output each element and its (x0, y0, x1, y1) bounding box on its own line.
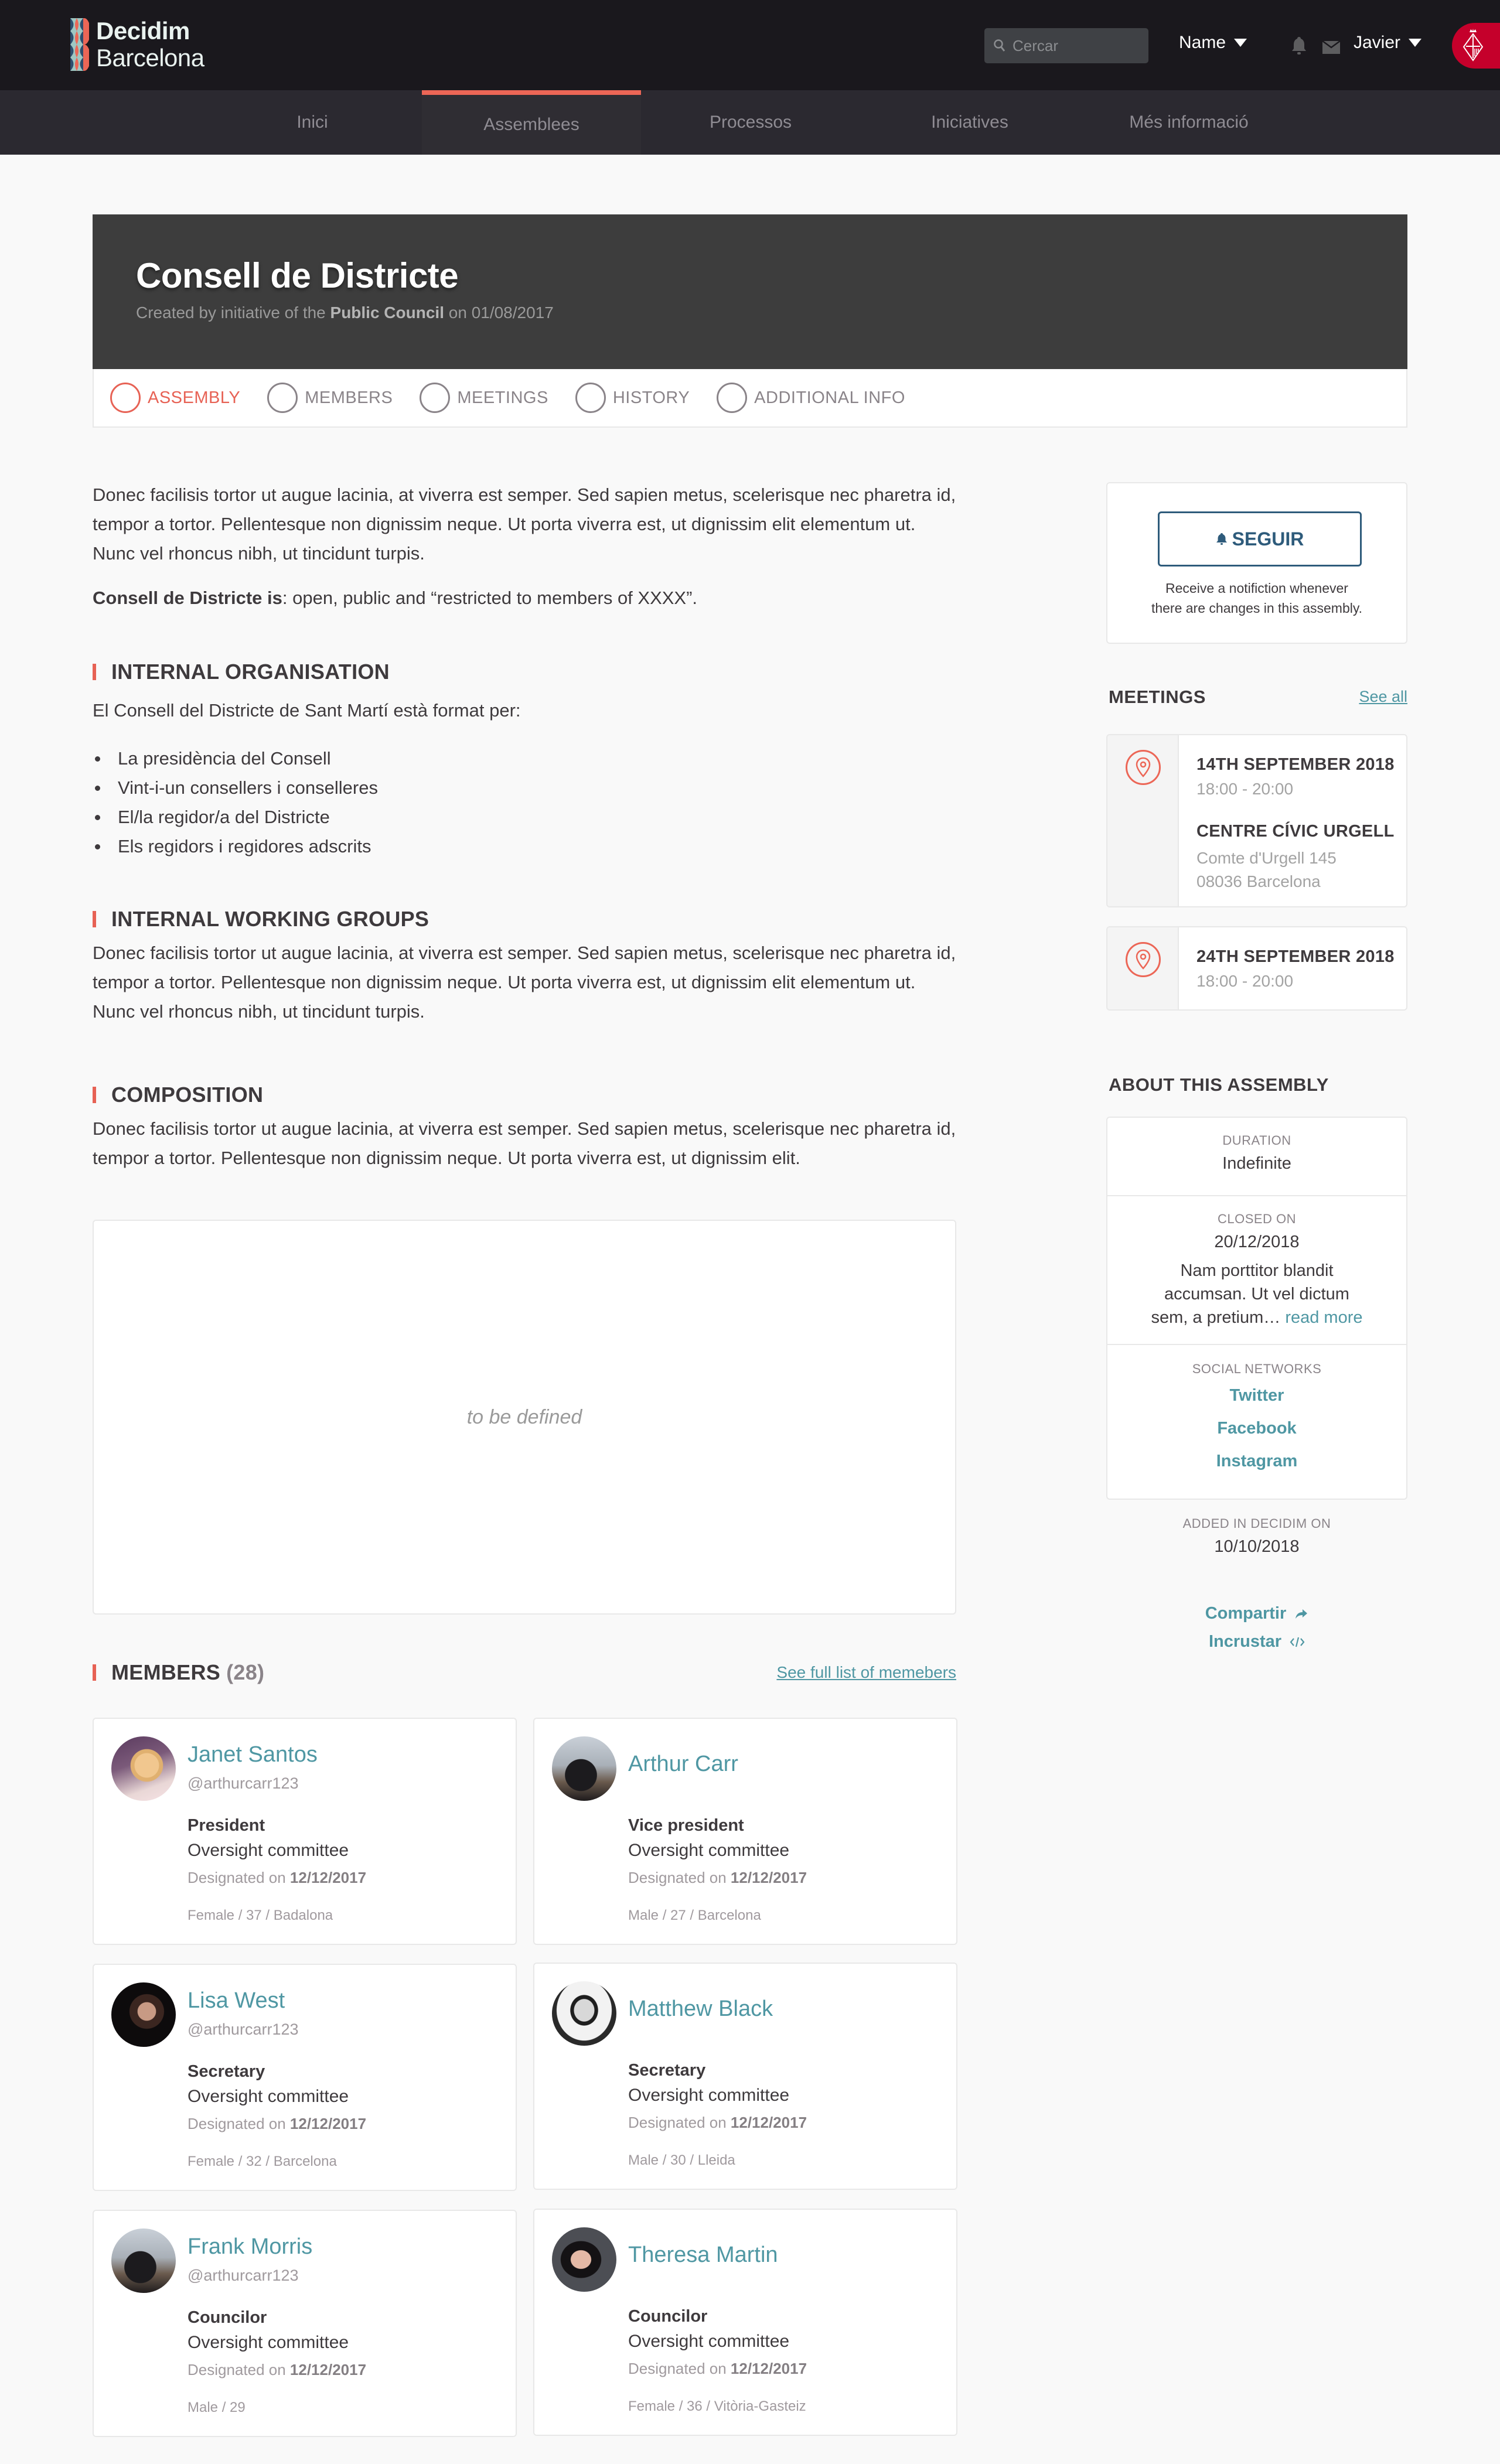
member-nickname: @arthurcarr123 (188, 2021, 299, 2038)
working-groups-text: Donec facilisis tortor ut augue lacinia, at viverra est semper. Sed sapien metus, scelerisque nec pharetra id, tempor a tortor. Pellentesque non dignissim neque. Ut porta viverra est, ut dignissim elit elementum ut. Nunc vel rhoncus nibh, ut tincidunt turpis. (93, 943, 956, 1022)
bell-icon (1216, 533, 1228, 545)
decidim-barcelona-logo[interactable] (70, 18, 204, 71)
designated-date: 12/12/2017 (730, 2360, 807, 2377)
avatar (552, 1981, 616, 2046)
member-name[interactable]: Janet Santos (188, 1742, 318, 1767)
meeting-time: 18:00 - 20:00 (1196, 780, 1294, 798)
social-links (1107, 1379, 1406, 1477)
embed-button[interactable] (1209, 1632, 1305, 1651)
avatar (552, 2227, 616, 2292)
closed-value: 20/12/2018 (1214, 1233, 1300, 1251)
hero-subtitle (136, 303, 554, 322)
added-label: ADDED IN DECIDIM ON (1182, 1516, 1331, 1531)
logo-line-1: Decidim (96, 17, 190, 45)
code-icon (1290, 1636, 1305, 1648)
social-label: SOCIAL NETWORKS (1192, 1361, 1322, 1376)
closed-description-line: accumsan. Ut vel dictum (1164, 1285, 1349, 1303)
designated-date: 12/12/2017 (730, 2114, 807, 2131)
section-composition (93, 1083, 263, 1107)
section-accent-bar (93, 1664, 96, 1681)
member-committee: Oversight committee (628, 2332, 790, 2351)
closed-description-line: sem, a pretium… (1151, 1308, 1286, 1327)
user-dropdown[interactable] (1354, 33, 1421, 53)
tab-circle-icon (267, 383, 298, 413)
member-designated (628, 2360, 807, 2378)
section-internal-organisation (93, 660, 390, 684)
member-role: President (188, 1816, 265, 1835)
meeting-address-line: Comte d'Urgell 145 (1196, 849, 1337, 867)
tab-circle-icon (717, 383, 747, 413)
organisation-list (93, 744, 378, 861)
member-card[interactable] (93, 1964, 517, 2191)
list-item: Vint-i-un consellers i conselleres (93, 773, 378, 803)
meetings-header (1106, 687, 1407, 716)
member-name[interactable]: Matthew Black (628, 1997, 773, 2021)
placeholder-text: to be defined (466, 1405, 582, 1428)
about-duration (1107, 1118, 1406, 1196)
member-designated (188, 1869, 366, 1887)
top-header (0, 0, 1500, 90)
logo-line-2: Barcelona (96, 44, 204, 71)
tab-label: MEMBERS (305, 388, 393, 407)
member-card[interactable] (533, 1963, 957, 2190)
member-role: Councilor (188, 2308, 267, 2327)
member-designated (628, 1869, 807, 1887)
nav-item-processos[interactable]: Processos (709, 112, 792, 132)
tab-circle-icon (110, 383, 141, 413)
about-social (1107, 1345, 1406, 1499)
avatar (552, 1736, 616, 1801)
member-demographics: Female / 37 / Badalona (188, 1907, 333, 1923)
share-action (1106, 1604, 1407, 1623)
assembly-tabs (93, 369, 1407, 428)
mail-icon[interactable] (1322, 41, 1340, 54)
section-accent-bar (93, 911, 96, 927)
member-committee: Oversight committee (188, 2333, 349, 2352)
designated-date: 12/12/2017 (730, 1869, 807, 1886)
designated-prefix: Designated on (628, 1869, 731, 1886)
duration-value: Indefinite (1222, 1154, 1291, 1173)
member-committee: Oversight committee (188, 1841, 349, 1860)
member-designated (628, 2114, 807, 2132)
avatar (111, 1736, 176, 1801)
bell-icon[interactable] (1291, 36, 1307, 55)
member-card[interactable] (93, 2210, 517, 2437)
list-item: La presidència del Consell (93, 744, 378, 773)
member-role: Vice president (628, 1816, 744, 1835)
read-more-link[interactable]: read more (1285, 1308, 1363, 1327)
about-title: ABOUT THIS ASSEMBLY (1109, 1074, 1329, 1095)
intro-text: Donec facilisis tortor ut augue lacinia, at viverra est semper. Sed sapien metus, scelerisque nec pharetra id, tempor a tortor. Pellentesque non dignissim neque. Ut porta viverra est, ut dignissim elit elementum ut. Nunc vel rhoncus nibh, ut tincidunt turpis. (93, 484, 956, 564)
location-pin-icon (1125, 749, 1161, 786)
location-pin-icon (1125, 941, 1161, 978)
embed-action (1106, 1632, 1407, 1651)
member-committee: Oversight committee (628, 1841, 790, 1860)
member-demographics: Male / 29 (188, 2400, 246, 2415)
search-icon (994, 39, 1005, 52)
tab-circle-icon (575, 383, 606, 413)
member-role: Councilor (628, 2307, 708, 2326)
duration-label: DURATION (1222, 1133, 1291, 1148)
meetings-title: MEETINGS (1109, 687, 1206, 707)
section-title: INTERNAL ORGANISATION (111, 660, 390, 684)
tab-label: HISTORY (612, 388, 690, 407)
member-demographics: Male / 27 / Barcelona (628, 1907, 761, 1923)
nav-item-iniciatives[interactable]: Iniciatives (931, 112, 1008, 132)
composition-text: Donec facilisis tortor ut augue lacinia, at viverra est semper. Sed sapien metus, scelerisque nec pharetra id, tempor a tortor. Pellentesque non dignissim neque. Ut porta viverra est, ut dignissim elit. (93, 1118, 956, 1168)
list-item: El/la regidor/a del Districte (93, 803, 378, 832)
language-dropdown[interactable] (1179, 33, 1247, 53)
meeting-date: 24TH SEPTEMBER 2018 (1196, 947, 1395, 966)
member-name[interactable]: Lisa West (188, 1988, 285, 2013)
meeting-date: 14TH SEPTEMBER 2018 (1196, 755, 1395, 774)
follow-button-label: SEGUIR (1232, 528, 1304, 550)
share-icon (1294, 1608, 1308, 1620)
facebook-link[interactable]: Facebook (1217, 1419, 1297, 1438)
member-demographics: Female / 32 / Barcelona (188, 2154, 337, 2169)
added-value: 10/10/2018 (1214, 1537, 1300, 1556)
avatar (111, 1982, 176, 2047)
see-full-members-link[interactable]: See full list of memebers (776, 1663, 956, 1681)
tab-meetings[interactable] (420, 383, 548, 413)
closed-description (1107, 1259, 1406, 1329)
member-nickname: @arthurcarr123 (188, 2267, 299, 2284)
meeting-icon-column (1107, 927, 1179, 1009)
organisation-lead: El Consell del Districte de Sant Martí està format per: (93, 700, 521, 721)
see-all-meetings-link[interactable]: See all (1359, 688, 1407, 705)
composition-placeholder (93, 1220, 956, 1615)
designated-prefix: Designated on (628, 2114, 731, 2131)
member-committee: Oversight committee (188, 2087, 349, 2106)
tab-members[interactable] (267, 383, 393, 413)
subtitle-creator: Public Council (330, 303, 444, 322)
follow-button[interactable] (1158, 511, 1362, 566)
nav-item-mes-informacio[interactable]: Més informació (1129, 112, 1249, 132)
meeting-place: CENTRE CÍVIC URGELL (1196, 822, 1395, 841)
chevron-down-icon (1409, 39, 1421, 47)
nav-item-inici[interactable]: Inici (296, 112, 328, 132)
tab-history[interactable] (575, 383, 690, 413)
meeting-time: 18:00 - 20:00 (1196, 972, 1294, 990)
member-nickname: @arthurcarr123 (188, 1774, 299, 1792)
about-closed (1107, 1196, 1406, 1345)
user-name: Javier (1354, 33, 1401, 52)
section-accent-bar (93, 1087, 96, 1103)
main-nav (0, 90, 1500, 155)
instagram-link[interactable]: Instagram (1216, 1452, 1298, 1470)
share-label: Compartir (1205, 1604, 1287, 1623)
tab-circle-icon (420, 383, 450, 413)
section-title: INTERNAL WORKING GROUPS (111, 907, 429, 931)
avatar (111, 2228, 176, 2293)
member-demographics: Female / 36 / Vitòria-Gasteiz (628, 2398, 806, 2414)
meeting-icon-column (1107, 735, 1179, 906)
follow-card (1106, 482, 1407, 644)
chevron-down-icon (1234, 39, 1247, 47)
logo-mark-icon (70, 18, 89, 71)
section-accent-bar (93, 664, 96, 680)
members-count: (28) (226, 1660, 265, 1684)
search-box[interactable] (984, 28, 1148, 63)
added-in-decidim (1106, 1516, 1407, 1557)
follow-note-line: Receive a notifiction whenever (1165, 581, 1348, 596)
language-dropdown-label: Name (1179, 33, 1226, 52)
member-role: Secretary (188, 2062, 265, 2081)
designated-date: 12/12/2017 (289, 1869, 367, 1886)
meeting-address (1196, 847, 1337, 893)
member-committee: Oversight committee (628, 2086, 790, 2105)
designated-prefix: Designated on (188, 2361, 290, 2378)
share-button[interactable] (1205, 1604, 1309, 1623)
page-title: Consell de Districte (136, 256, 459, 295)
member-name[interactable]: Arthur Carr (628, 1752, 738, 1776)
member-name[interactable]: Theresa Martin (628, 2243, 778, 2267)
tab-assembly[interactable] (110, 383, 240, 413)
tab-label: ADDITIONAL INFO (754, 388, 905, 407)
member-card[interactable] (533, 2209, 957, 2436)
assembly-type (93, 583, 697, 613)
tab-label: MEETINGS (457, 388, 548, 407)
member-card[interactable] (533, 1718, 957, 1945)
designated-date: 12/12/2017 (289, 2115, 367, 2132)
search-input[interactable] (1012, 37, 1141, 55)
follow-note (1107, 578, 1406, 618)
member-card[interactable] (93, 1718, 517, 1945)
section-title: MEMBERS (111, 1660, 221, 1684)
subtitle-prefix: Created by initiative of the (136, 303, 330, 322)
section-internal-working-groups (93, 907, 429, 931)
list-item: Els regidors i regidores adscrits (93, 832, 378, 861)
assembly-hero (93, 214, 1407, 369)
closed-description-line: Nam porttitor blandit (1180, 1261, 1334, 1280)
designated-date: 12/12/2017 (289, 2361, 367, 2378)
subtitle-date: on 01/08/2017 (444, 303, 554, 322)
member-demographics: Male / 30 / Lleida (628, 2152, 735, 2168)
designated-prefix: Designated on (188, 2115, 290, 2132)
members-header (93, 1660, 956, 1685)
member-designated (188, 2115, 366, 2133)
barcelona-coat-of-arms-icon (1462, 29, 1484, 63)
section-members (93, 1660, 264, 1685)
meeting-card[interactable] (1106, 734, 1407, 907)
tab-additional-info[interactable] (717, 383, 905, 413)
meeting-card[interactable] (1106, 926, 1407, 1011)
assembly-type-value: : open, public and “restricted to members of XXXX”. (282, 588, 698, 608)
city-badge[interactable] (1452, 23, 1500, 69)
tab-label: ASSEMBLY (148, 388, 241, 407)
designated-prefix: Designated on (628, 2360, 731, 2377)
nav-item-assemblees[interactable]: Assemblees (422, 90, 641, 155)
closed-label: CLOSED ON (1217, 1211, 1297, 1226)
member-name[interactable]: Frank Morris (188, 2234, 313, 2259)
member-role: Secretary (628, 2061, 706, 2080)
follow-note-line: there are changes in this assembly. (1151, 600, 1363, 616)
twitter-link[interactable]: Twitter (1229, 1386, 1284, 1405)
section-title: COMPOSITION (111, 1083, 264, 1107)
designated-prefix: Designated on (188, 1869, 290, 1886)
embed-label: Incrustar (1208, 1632, 1282, 1651)
assembly-type-label: Consell de Districte is (93, 588, 282, 608)
member-designated (188, 2361, 366, 2379)
meeting-address-line: 08036 Barcelona (1196, 872, 1321, 890)
about-card (1106, 1117, 1407, 1500)
